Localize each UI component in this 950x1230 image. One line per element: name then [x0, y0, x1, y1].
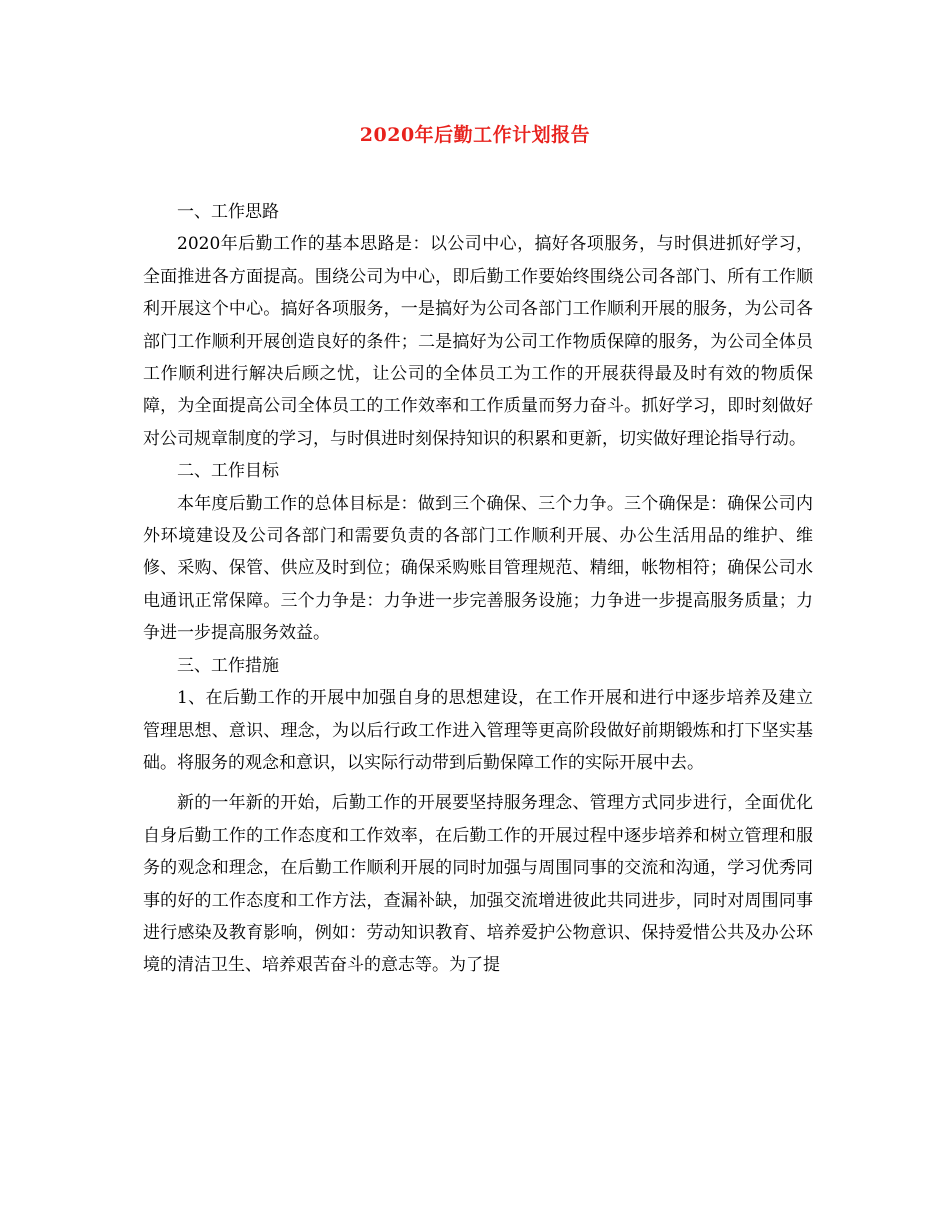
document-body [143, 196, 813, 982]
heading-work-goals: 二、工作目标 [177, 461, 279, 482]
paragraph-new-year: 新的一年新的开始，后勤工作的开展要坚持服务理念、管理方式同步进行，全面优化自身后勤工作的工作态度和工作效率，在后勤工作的开展过程中逐步培养和树立管理和服务的观念和理念，在后勤工作顺利开展的同时加强与周围同事的交流和沟通，学习优秀同事的好的工作态度和工作方法，查漏补缺，加强交流增进彼此共同进步，同时对周围同事进行感染及教育影响，例如：劳动知识教育、培养爱护公物意识、保持爱惜公共及办公环境的清洁卫生、培养艰苦奋斗的意志等。为了提 [143, 793, 813, 976]
document-title: 2020年后勤工作计划报告 [359, 124, 591, 146]
heading-work-measures: 三、工作措施 [177, 655, 279, 676]
paragraph-work-goals: 本年度后勤工作的总体目标是：做到三个确保、三个力争。三个确保是：确保公司内外环境建设及公司各部门和需要负责的各部门工作顺利开展、办公生活用品的维护、维修、采购、保管、供应及时到位；确保采购账目管理规范、精细，帐物相符；确保公司水电通讯正常保障。三个力争是：力争进一步完善服务设施；力争进一步提高服务质量；力争进一步提高服务效益。 [143, 493, 813, 644]
paragraph-measure-1: 1、在后勤工作的开展中加强自身的思想建设，在工作开展和进行中逐步培养及建立管理思想、意识、理念，为以后行政工作进入管理等更高阶段做好前期锻炼和打下坚实基础。将服务的观念和意识，以实际行动带到后勤保障工作的实际开展中去。 [143, 688, 813, 773]
paragraph-work-approach: 2020年后勤工作的基本思路是：以公司中心，搞好各项服务，与时俱进抓好学习，全面推进各方面提高。围绕公司为中心，即后勤工作要始终围绕公司各部门、所有工作顺利开展这个中心。搞好各项服务，一是搞好为公司各部门工作顺利开展的服务，为公司各部门工作顺利开展创造良好的条件；二是搞好为公司工作物质保障的服务，为公司全体员工作顺利进行解决后顾之忧，让公司的全体员工为工作的开展获得最及时有效的物质保障，为全面提高公司全体员工的工作效率和工作质量而努力奋斗。抓好学习，即时刻做好对公司规章制度的学习，与时俱进时刻保持知识的积累和更新，切实做好理论指导行动。 [143, 234, 813, 449]
heading-work-approach: 一、工作思路 [177, 202, 279, 222]
